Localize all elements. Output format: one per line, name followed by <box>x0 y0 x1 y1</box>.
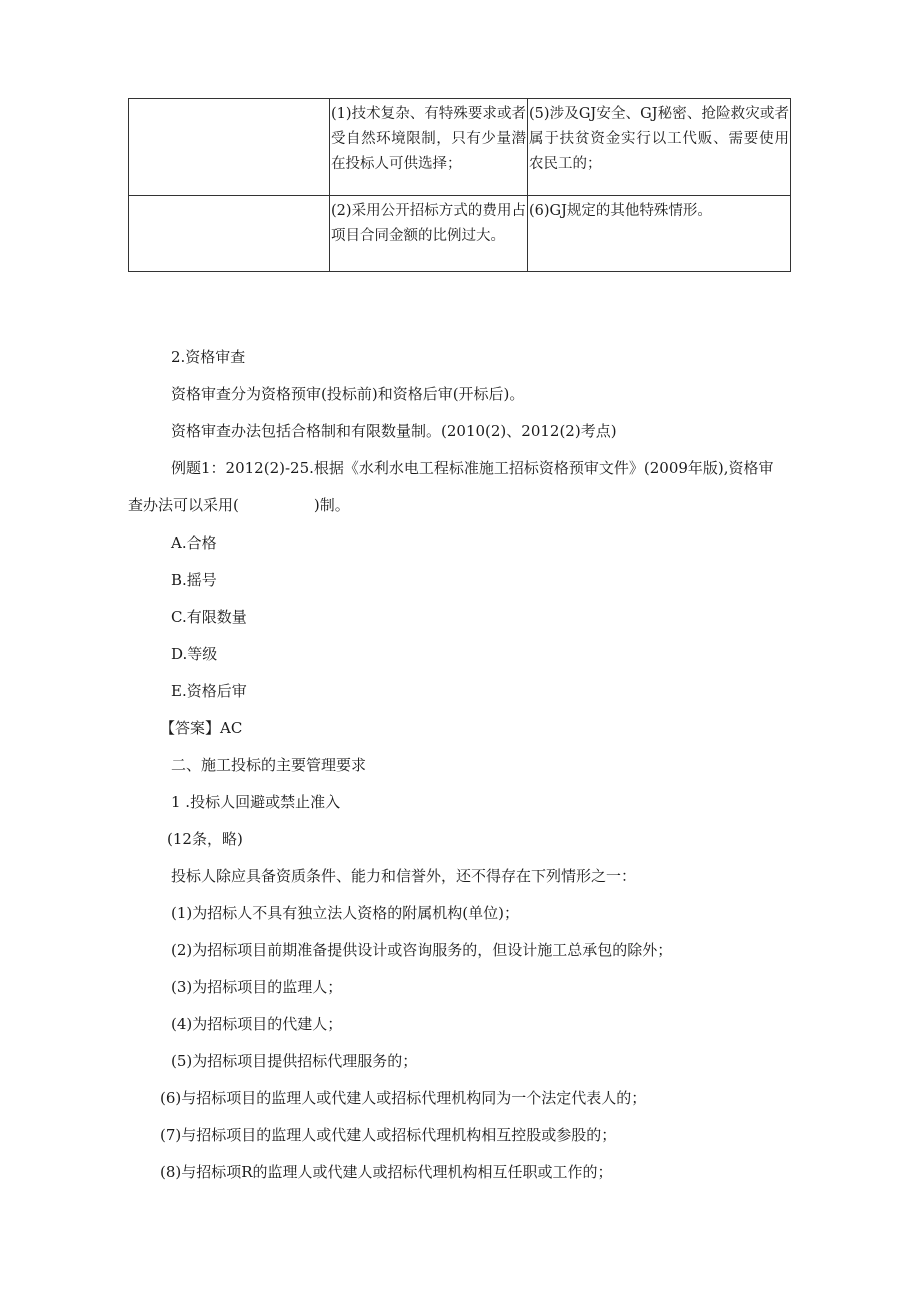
list-item: (2)为招标项目前期准备提供设计或咨询服务的，但设计施工总承包的除外； <box>171 941 673 959</box>
table-row <box>129 99 791 196</box>
example-question: 例题1：2012(2)-25.根据《水利水电工程标准施工招标资格预审文件》(2009年版),资格审 <box>171 459 774 477</box>
condition-table <box>128 98 791 272</box>
paragraph: (12条，略) <box>167 830 243 848</box>
paragraph: 投标人除应具备资质条件、能力和信誉外，还不得存在下列情形之一： <box>171 867 637 885</box>
option-e: E.资格后审 <box>171 682 247 700</box>
section-heading: 二、施工投标的主要管理要求 <box>171 756 367 774</box>
example-question-cont: 查办法可以采用( )制。 <box>128 496 350 514</box>
table-cell: (6)GJ规定的其他特殊情形。 <box>528 196 791 272</box>
list-item: (6)与招标项目的监理人或代建人或招标代理机构同为一个法定代表人的； <box>160 1089 647 1107</box>
list-item: (4)为招标项目的代建人； <box>171 1015 343 1033</box>
list-item: (3)为招标项目的监理人； <box>171 978 343 996</box>
option-c: C.有限数量 <box>171 608 247 626</box>
table-cell <box>129 99 330 196</box>
option-d: D.等级 <box>171 645 218 663</box>
table-cell <box>129 196 330 272</box>
table-cell: (1)技术复杂、有特殊要求或者受自然环境限制，只有少量潜在投标人可供选择； <box>330 99 528 196</box>
option-b: B.摇号 <box>171 571 217 589</box>
table-row <box>129 196 791 272</box>
list-item: (1)为招标人不具有独立法人资格的附属机构(单位)； <box>171 904 519 922</box>
list-item: (5)为招标项目提供招标代理服务的； <box>171 1052 418 1070</box>
answer: 【答案】AC <box>160 719 243 737</box>
list-item: (8)与招标项R的监理人或代建人或招标代理机构相互任职或工作的； <box>160 1163 613 1181</box>
list-item: (7)与招标项目的监理人或代建人或招标代理机构相互控股或参股的； <box>160 1126 617 1144</box>
table-cell: (5)涉及GJ安全、GJ秘密、抢险救灾或者属于扶贫资金实行以工代贩、需要使用农民工的； <box>528 99 791 196</box>
option-a: A.合格 <box>171 534 217 552</box>
table-cell: (2)采用公开招标方式的费用占项目合同金额的比例过大。 <box>330 196 528 272</box>
paragraph: 资格审查分为资格预审(投标前)和资格后审(开标后)。 <box>171 385 525 403</box>
section-heading: 2.资格审查 <box>171 348 246 366</box>
paragraph: 资格审查办法包括合格制和有限数量制。(2010(2)、2012(2)考点) <box>171 422 617 440</box>
subsection-heading: 1 .投标人回避或禁止准入 <box>171 793 341 811</box>
